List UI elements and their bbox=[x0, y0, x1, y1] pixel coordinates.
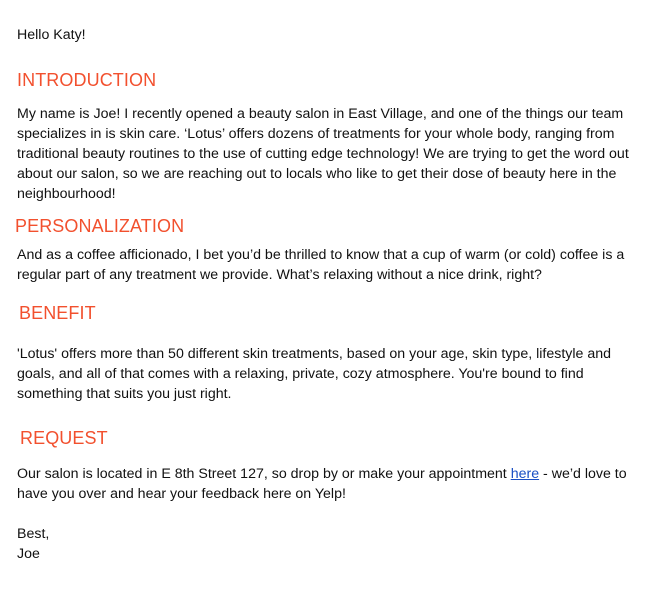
section-heading-introduction: INTRODUCTION bbox=[17, 70, 157, 90]
section-body-personalization: And as a coffee afficionado, I bet you’d be thrilled to know that a cup of warm (or cold) coffee is a regular part of any treatment we provide. What’s relaxing without a nice drink, right? bbox=[17, 247, 625, 283]
section-heading-request: REQUEST bbox=[20, 428, 108, 448]
section-heading-benefit: BENEFIT bbox=[19, 303, 96, 323]
section-body-benefit: 'Lotus' offers more than 50 different skin treatments, based on your age, skin type, lifestyle and goals, and all of that comes with a relaxing, private, cozy atmosphere. You're bound to find something that suits you just right. bbox=[17, 346, 612, 402]
appointment-link[interactable]: here bbox=[510, 466, 540, 482]
section-body-request bbox=[17, 464, 642, 504]
request-text-after-link: - we’d love to have you over and hear your feedback here on Yelp! bbox=[17, 466, 627, 502]
greeting: Hello Katy! bbox=[17, 27, 86, 43]
section-heading-personalization: PERSONALIZATION bbox=[15, 216, 185, 236]
signature: Joe bbox=[17, 546, 40, 562]
signoff: Best, bbox=[17, 526, 50, 542]
request-text-before-link: Our salon is located in E 8th Street 127, so drop by or make your appointment bbox=[17, 466, 511, 482]
section-body-introduction: My name is Joe! I recently opened a beauty salon in East Village, and one of the things our team specializes in is skin care. ‘Lotus’ offers dozens of treatments for your whole body, ranging from traditional beauty routines to the use of cutting edge technology! We are trying to get the word out about our salon, so we are reaching out to locals who like to get their dose of beauty here in the neighbourhood! bbox=[17, 106, 629, 202]
